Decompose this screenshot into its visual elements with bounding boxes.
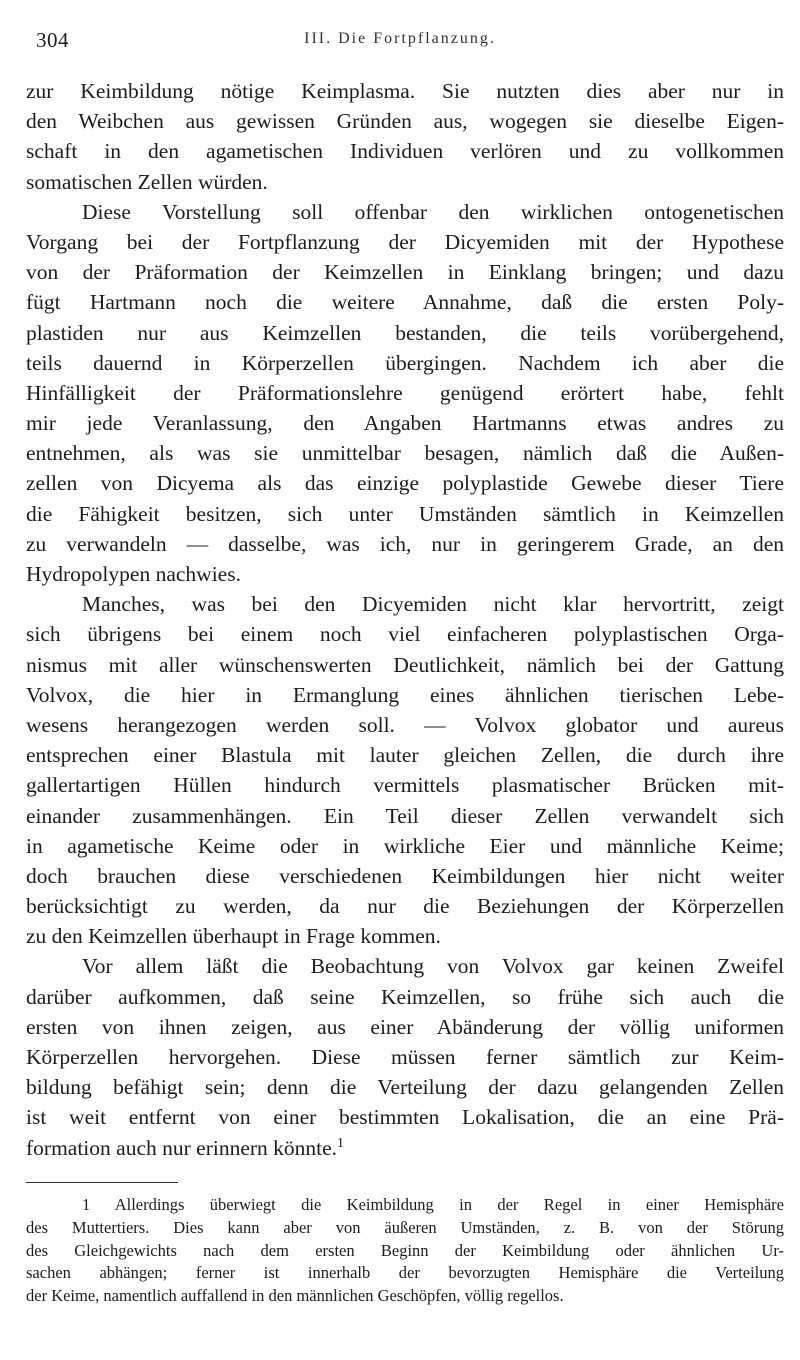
footnote-line: des Muttertiers. Dies kann aber von äußeren Umständen, z. B. von der Störung — [26, 1217, 784, 1237]
text-line: zu den Keimzellen überhaupt in Frage kommen. — [26, 924, 441, 949]
text-line: wesens herangezogen werden soll. — Volvox globator und aureus — [26, 712, 784, 737]
text-line: Hinfälligkeit der Präformationslehre genügend erörtert habe, fehlt — [26, 380, 784, 405]
text-line: mir jede Veranlassung, den Angaben Hartmanns etwas andres zu — [26, 411, 784, 436]
text-line: Körperzellen hervorgehen. Diese müssen ferner sämtlich zur Keim- — [26, 1045, 784, 1069]
text-line: fügt Hartmann noch die weitere Annahme, daß die ersten Poly- — [26, 290, 784, 315]
text-line: zu verwandeln — dasselbe, was ich, nur in geringerem Grade, an den — [26, 531, 784, 556]
footnote-line: sachen abhängen; ferner ist innerhalb der bevorzugten Hemisphäre die Verteilung — [26, 1263, 784, 1283]
text-line: Vorgang bei der Fortpflanzung der Dicyemiden mit der Hypothese — [26, 229, 784, 254]
page-header — [22, 28, 778, 54]
text-line: entsprechen einer Blastula mit lauter gleichen Zellen, die durch ihre — [26, 743, 784, 768]
text-line: plastiden nur aus Keimzellen bestanden, die teils vorübergehend, — [26, 320, 784, 345]
text-line: bildung befähigt sein; denn die Verteilung der dazu gelangenden Zellen — [26, 1075, 784, 1100]
footnote-marker: 1 — [337, 1135, 345, 1151]
text-line: sich übrigens bei einem noch viel einfacheren polyplastischen Orga- — [26, 622, 784, 647]
text-line: einander zusammenhängen. Ein Teil dieser Zellen verwandelt sich — [26, 803, 784, 828]
text-line: entnehmen, als was sie unmittelbar besagen, nämlich daß die Außen- — [26, 441, 784, 466]
text-line: von der Präformation der Keimzellen in Einklang bringen; und dazu — [26, 260, 784, 285]
footnote-line: der Keime, namentlich auffallend in den männlichen Geschöpfen, völlig regellos. — [26, 1286, 564, 1306]
text-line: Diese Vorstellung soll offenbar den wirklichen ontogenetischen — [82, 199, 784, 224]
text-line: nismus mit aller wünschenswerten Deutlichkeit, nämlich bei der Gattung — [26, 652, 784, 677]
text-line: berücksichtigt zu werden, da nur die Beziehungen der Körperzellen — [26, 894, 784, 919]
footnote-line: des Gleichgewichts nach dem ersten Beginn der Keimbildung oder ähnlichen Ur- — [26, 1240, 784, 1260]
text-line: ist weit entfernt von einer bestimmten Lokalisation, die an eine Prä- — [26, 1105, 784, 1130]
text-line: Vor allem läßt die Beobachtung von Volvox gar keinen Zweifel — [82, 954, 784, 979]
body-text — [26, 76, 784, 1163]
footnotes — [26, 1194, 784, 1308]
text-line: teils dauernd in Körperzellen übergingen. Nachdem ich aber die — [26, 350, 784, 375]
text-line: Hydropolypen nachwies. — [26, 562, 241, 586]
text-line: doch brauchen diese verschiedenen Keimbildungen hier nicht weiter — [26, 863, 784, 888]
text-line: zellen von Dicyema als das einzige polyplastide Gewebe dieser Tiere — [26, 471, 784, 496]
text-line: gallertartigen Hüllen hindurch vermittels plasmatischer Brücken mit- — [26, 773, 784, 798]
text-line: den Weibchen aus gewissen Gründen aus, wogegen sie dieselbe Eigen- — [26, 109, 784, 134]
text-line: die Fähigkeit besitzen, sich unter Umständen sämtlich in Keimzellen — [26, 501, 784, 526]
text-line: Manches, was bei den Dicyemiden nicht klar hervortritt, zeigt — [82, 592, 784, 617]
page-number: 304 — [36, 28, 69, 52]
footnote-divider — [26, 1182, 178, 1183]
running-head: III. Die Fortpflanzung. — [304, 30, 496, 47]
text-line: zur Keimbildung nötige Keimplasma. Sie nutzten dies aber nur in — [26, 79, 784, 103]
text-line: in agametische Keime oder in wirkliche Eier und männliche Keime; — [26, 833, 784, 858]
footnote-line: 1 Allerdings überwiegt die Keimbildung in der Regel in einer Hemisphäre — [82, 1195, 784, 1214]
text-line: schaft in den agametischen Individuen verlören und zu vollkommen — [26, 139, 784, 164]
text-line: somatischen Zellen würden. — [26, 169, 268, 194]
text-line: darüber aufkommen, daß seine Keimzellen, so frühe sich auch die — [26, 984, 784, 1009]
text-line: Volvox, die hier in Ermanglung eines ähnlichen tierischen Lebe- — [26, 682, 784, 707]
text-line: ersten von ihnen zeigen, aus einer Abänderung der völlig uniformen — [26, 1014, 784, 1039]
text-line: formation auch nur erinnern könnte.$^1$ — [26, 1135, 345, 1160]
